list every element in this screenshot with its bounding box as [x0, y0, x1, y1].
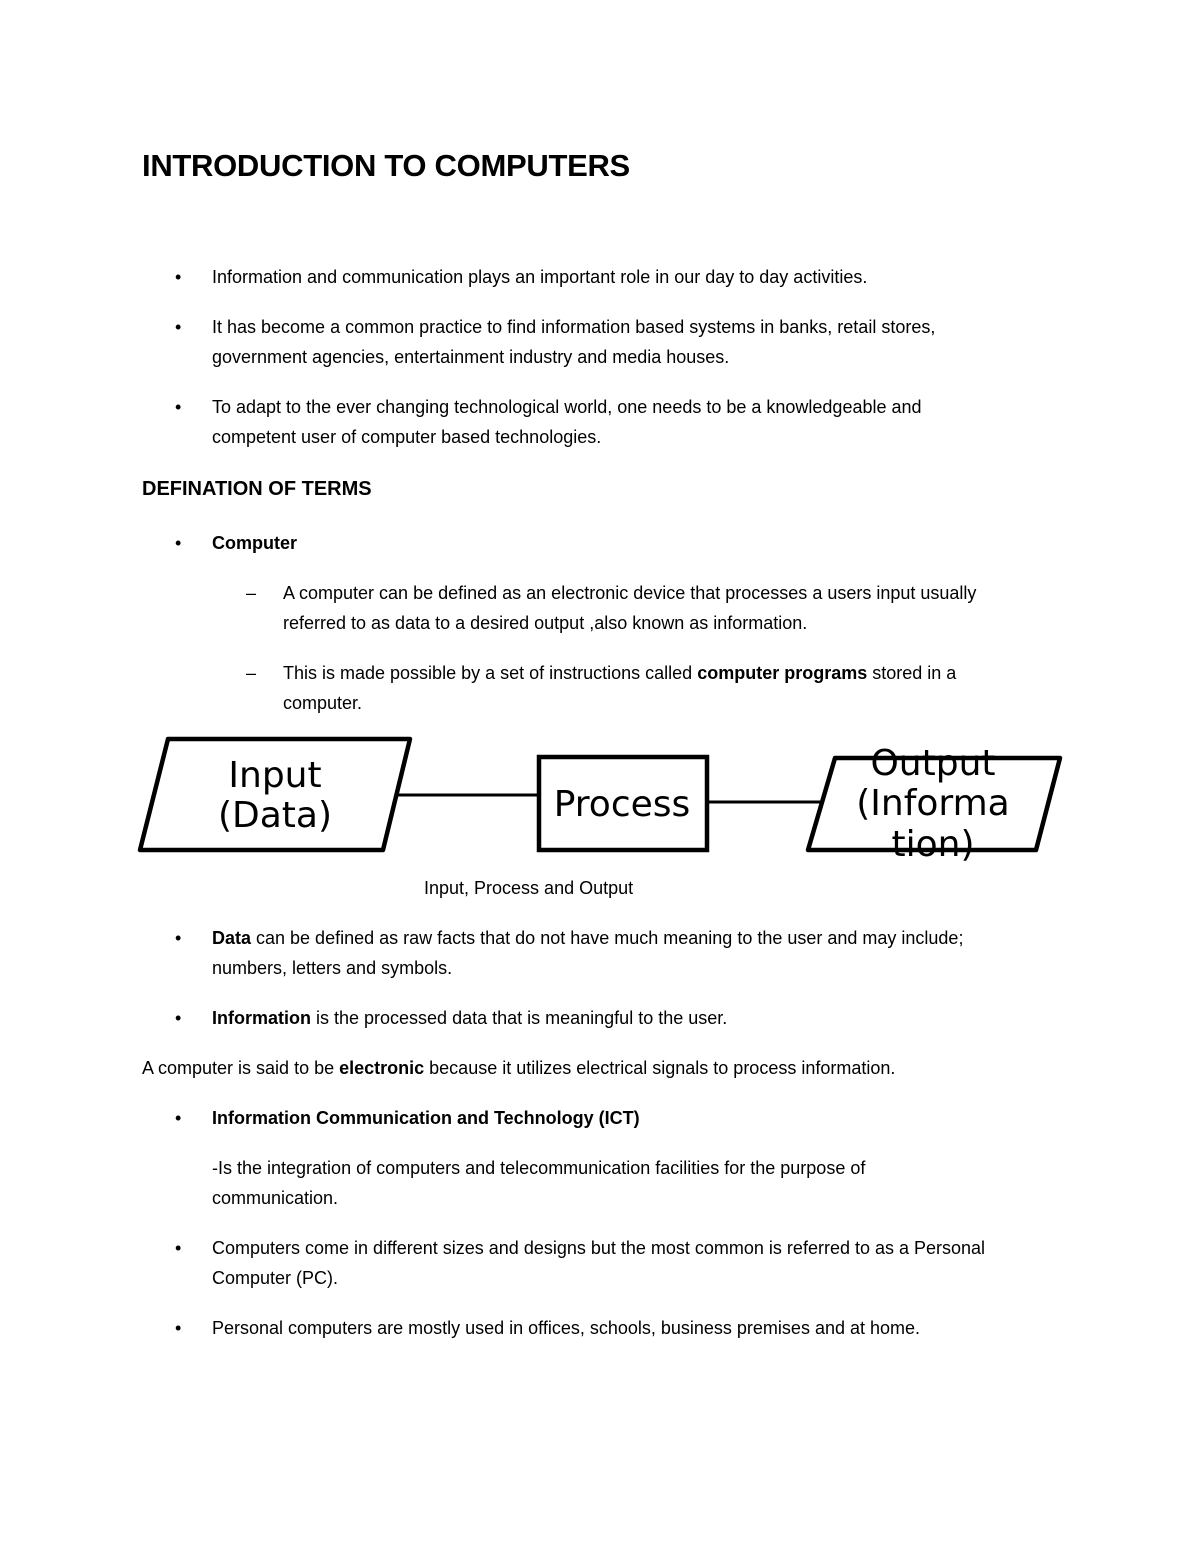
intro-bullet-1: Information and communication plays an important role in our day to day activities.: [212, 267, 868, 287]
diagram-caption: Input, Process and Output: [424, 878, 634, 898]
bullet-glyph: •: [175, 397, 182, 417]
input-label: Input: [228, 755, 322, 796]
bullet-glyph: •: [175, 928, 182, 948]
text-run: stored in a: [867, 663, 957, 683]
intro-bullet-2-line-2: government agencies, entertainment industry and media houses.: [212, 347, 730, 367]
computer-programs-line-2: computer.: [283, 693, 363, 713]
information-definition: [212, 1003, 727, 1033]
pc-line-1: Computers come in different sizes and designs but the most common is referred to as a Personal: [212, 1238, 986, 1258]
page-title: INTRODUCTION TO COMPUTERS: [142, 148, 630, 183]
dash-glyph: –: [246, 583, 257, 603]
computer-programs-line-1: [283, 658, 956, 688]
pc-usage-line: Personal computers are mostly used in offices, schools, business premises and at home.: [212, 1318, 921, 1338]
definitions-heading: DEFINATION OF TERMS: [142, 478, 372, 500]
electronic-paragraph: [142, 1053, 895, 1083]
text-run: A computer is said to be: [142, 1058, 340, 1078]
bullet-glyph: •: [175, 267, 182, 287]
computer-programs-term: computer programs: [697, 663, 868, 683]
process-label: Process: [553, 784, 691, 825]
ict-term: Information Communication and Technology (ICT): [212, 1108, 640, 1128]
text-run: because it utilizes electrical signals to process information.: [424, 1058, 896, 1078]
computer-term: Computer: [212, 533, 297, 553]
dash-glyph: –: [246, 663, 257, 683]
computer-definition-line-2: referred to as data to a desired output ,also known as information.: [283, 613, 808, 633]
bullet-glyph: •: [175, 533, 182, 553]
output-sublabel-cont: tion): [891, 824, 975, 865]
input-sublabel: (Data): [217, 795, 333, 836]
ict-definition-line-1: -Is the integration of computers and telecommunication facilities for the purpose of: [212, 1158, 866, 1178]
output-label: Output: [870, 743, 996, 784]
text-run: can be defined as raw facts that do not have much meaning to the user and may include;: [251, 928, 964, 948]
information-term: Information: [212, 1008, 311, 1028]
bullet-glyph: •: [175, 317, 182, 337]
bullet-glyph: •: [175, 1318, 182, 1338]
computer-definition-line-1: A computer can be defined as an electronic device that processes a users input usually: [283, 583, 977, 603]
data-term: Data: [212, 928, 252, 948]
data-definition-line-1: [212, 923, 963, 953]
text-run: This is made possible by a set of instructions called: [283, 663, 698, 683]
text-run: is the processed data that is meaningful to the user.: [311, 1008, 728, 1028]
intro-bullet-3-line-2: competent user of computer based technologies.: [212, 427, 602, 447]
pc-line-2: Computer (PC).: [212, 1268, 339, 1288]
electronic-term: electronic: [339, 1058, 425, 1078]
intro-bullet-2-line-1: It has become a common practice to find information based systems in banks, retail stores,: [212, 317, 936, 337]
input-process-output-diagram: [0, 725, 1200, 870]
ict-definition-line-2: communication.: [212, 1188, 339, 1208]
bullet-glyph: •: [175, 1108, 182, 1128]
bullet-glyph: •: [175, 1238, 182, 1258]
output-sublabel: (Informa: [856, 783, 1010, 824]
intro-bullet-3-line-1: To adapt to the ever changing technological world, one needs to be a knowledgeable and: [212, 397, 922, 417]
bullet-glyph: •: [175, 1008, 182, 1028]
data-definition-line-2: numbers, letters and symbols.: [212, 958, 453, 978]
